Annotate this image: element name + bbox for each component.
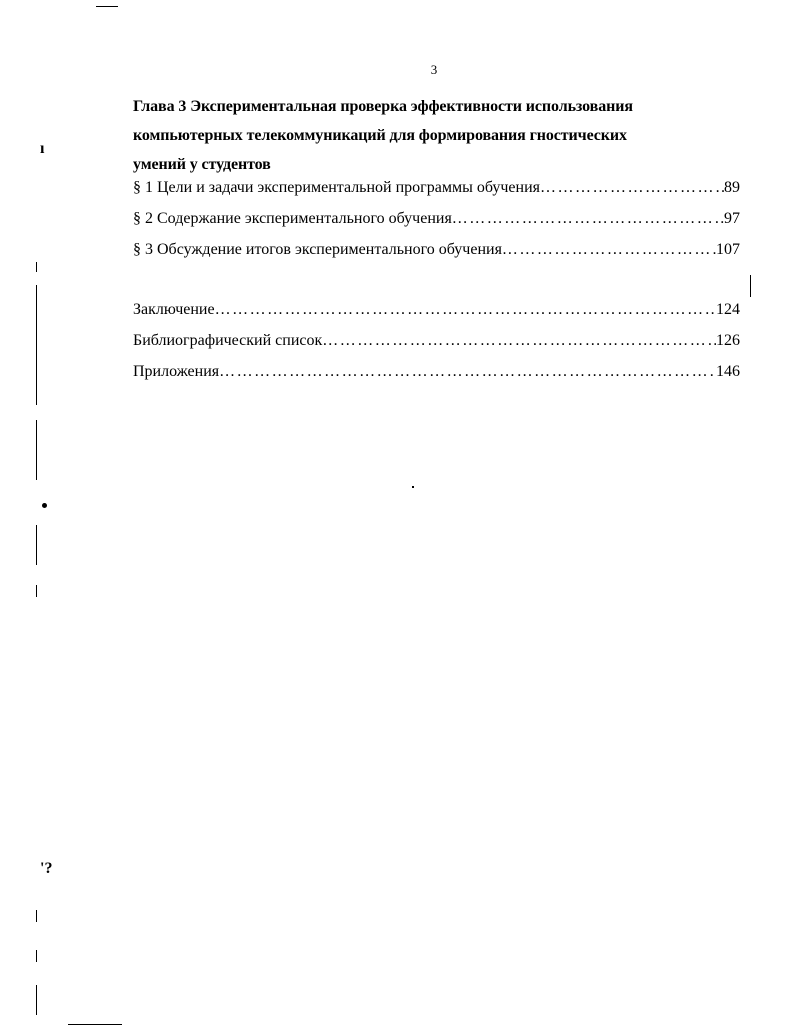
toc-leader-dots [322, 332, 716, 350]
chapter-heading [133, 92, 723, 179]
toc-entry-label: Приложения [133, 363, 220, 380]
toc-leader-dots [452, 210, 724, 228]
chapter-heading-line: умений у студентов [133, 156, 271, 173]
scan-artifact-mark: ı [40, 140, 45, 157]
toc-entry-page: 89 [724, 179, 740, 196]
toc-entry-page: 126 [716, 332, 740, 349]
toc-entry-page: 97 [724, 210, 740, 227]
toc-entry[interactable] [133, 332, 740, 363]
chapter-heading-line: компьютерных телекоммуникаций для формирования гностических [133, 127, 627, 144]
scan-artifact-dot [412, 486, 414, 488]
page-number: 3 [430, 62, 438, 77]
scan-artifact-top [96, 6, 118, 7]
toc-entry[interactable] [133, 179, 740, 210]
scan-artifact-line [36, 262, 37, 272]
scan-artifact-line [36, 950, 37, 962]
toc-entry-label: Библиографический список [133, 332, 323, 349]
toc-leader-dots [215, 301, 716, 319]
toc-entry[interactable] [133, 210, 740, 241]
scan-artifact-line [36, 525, 37, 565]
scan-artifact-line [750, 275, 751, 297]
scan-artifact-line [36, 910, 37, 922]
toc-entry-page: 107 [716, 241, 740, 258]
scan-artifact-line [36, 420, 37, 480]
scan-artifact-bottom [68, 1024, 122, 1025]
toc-leader-dots [540, 179, 724, 197]
toc-entry-label: § 2 Содержание экспериментального обучения [133, 210, 452, 227]
toc-entry-label: § 3 Обсуждение итогов экспериментального обучения [133, 241, 502, 258]
toc-entry[interactable] [133, 241, 740, 272]
toc-entry[interactable] [133, 363, 740, 394]
toc-entry-page: 124 [716, 301, 740, 318]
toc-entry-page: 146 [716, 363, 740, 380]
scan-artifact-line [36, 985, 37, 1015]
scan-artifact-mark: '? [40, 860, 53, 877]
toc-leader-dots [502, 241, 716, 259]
toc-back-matter [133, 301, 740, 394]
scan-artifact-line [36, 585, 37, 597]
toc-entry-label: § 1 Цели и задачи экспериментальной программы обучения [133, 179, 540, 196]
scan-artifact-line [36, 285, 37, 405]
toc-entry[interactable] [133, 301, 740, 332]
toc-entry-label: Заключение [133, 301, 215, 318]
chapter-heading-line: Глава 3 Экспериментальная проверка эффективности использования [133, 98, 633, 115]
toc-sections [133, 179, 740, 272]
scan-artifact-dot [42, 503, 47, 508]
toc-leader-dots [219, 363, 716, 381]
